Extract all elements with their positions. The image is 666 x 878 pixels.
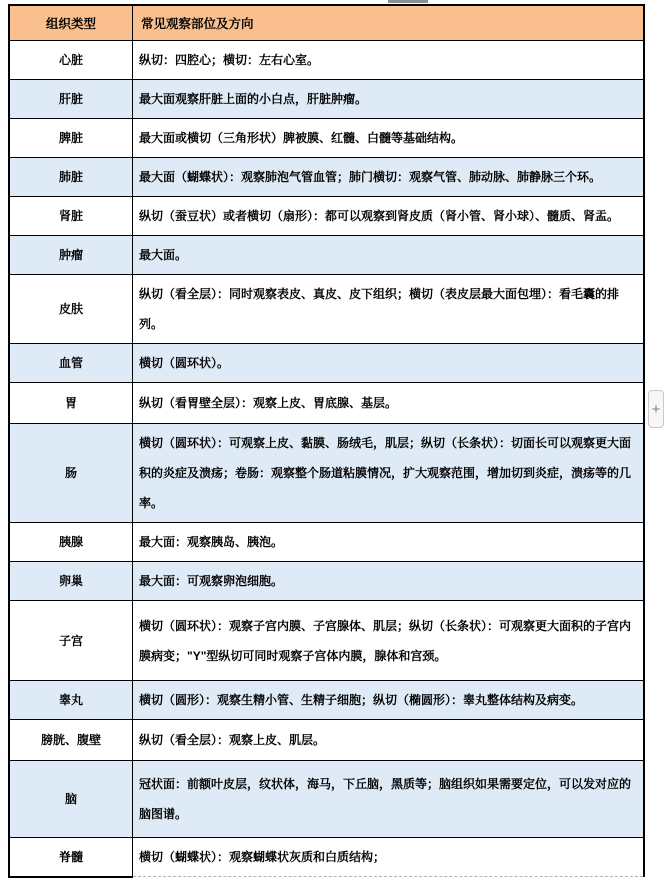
observation-desc-cell: 横切（蝴蝶状）：观察蝴蝶状灰质和白质结构； bbox=[133, 838, 645, 877]
observation-desc-cell: 横切（圆环状）：观察子宫内膜、子宫腺体、肌层；纵切（长条状）：可观察更大面积的子宫内膜病变；"Y"型纵切可同时观察子宫体内膜，腺体和宫颈。 bbox=[133, 601, 645, 681]
header-observation: 常见观察部位及方向 bbox=[133, 5, 645, 41]
tissue-type-cell: 睾丸 bbox=[9, 681, 133, 720]
observation-desc-cell: 最大面（蝴蝶状）：观察肺泡气管血管；肺门横切：观察气管、肺动脉、肺静脉三个环。 bbox=[133, 158, 645, 197]
tissue-type-cell: 皮肤 bbox=[9, 275, 133, 344]
observation-desc-cell: 横切（圆形）：观察生精小管、生精子细胞；纵切（椭圆形）：睾丸整体结构及病变。 bbox=[133, 681, 645, 720]
tissue-type-cell: 脾脏 bbox=[9, 119, 133, 158]
observation-desc-cell: 横切（圆环状）：可观察上皮、黏膜、肠绒毛，肌层；纵切（长条状）：切面长可以观察更大面积的炎症及溃疡；卷肠：观察整个肠道粘膜情况，扩大观察范围，增加切到炎症，溃疡等的几率。 bbox=[133, 424, 645, 523]
observation-desc-cell: 最大面：观察胰岛、胰泡。 bbox=[133, 523, 645, 562]
table-row bbox=[9, 275, 644, 344]
tissue-type-cell: 肠 bbox=[9, 424, 133, 523]
observation-desc-cell: 纵切（看全层）：同时观察表皮、真皮、皮下组织；横切（表皮层最大面包埋）：看毛囊的排列。 bbox=[133, 275, 645, 344]
table-row bbox=[9, 720, 644, 761]
observation-desc-cell: 最大面观察肝脏上面的小白点，肝脏肿瘤。 bbox=[133, 80, 645, 119]
table-row bbox=[9, 424, 644, 523]
table-row bbox=[9, 344, 644, 383]
table-body bbox=[9, 41, 644, 877]
observation-desc-cell: 纵切（看全层）：观察上皮、肌层。 bbox=[133, 720, 645, 761]
observation-desc-cell: 纵切（蚕豆状）或者横切（扇形）：都可以观察到肾皮质（肾小管、肾小球）、髓质、肾盂。 bbox=[133, 197, 645, 236]
tissue-type-cell: 卵巢 bbox=[9, 562, 133, 601]
table-row bbox=[9, 838, 644, 877]
tissue-observation-table bbox=[8, 4, 645, 878]
tissue-type-cell: 血管 bbox=[9, 344, 133, 383]
observation-desc-cell: 最大面。 bbox=[133, 236, 645, 275]
table-row bbox=[9, 601, 644, 681]
tissue-type-cell: 心脏 bbox=[9, 41, 133, 80]
table-row bbox=[9, 158, 644, 197]
observation-desc-cell: 纵切（看胃壁全层）：观察上皮、胃底腺、基层。 bbox=[133, 383, 645, 424]
table-row bbox=[9, 562, 644, 601]
tissue-type-cell: 子宫 bbox=[9, 601, 133, 681]
table-row bbox=[9, 523, 644, 562]
table-row bbox=[9, 119, 644, 158]
header-row bbox=[9, 5, 644, 41]
scrollbar-remnant bbox=[388, 0, 428, 3]
tissue-type-cell: 肝脏 bbox=[9, 80, 133, 119]
table-header bbox=[9, 5, 644, 41]
table-row bbox=[9, 41, 644, 80]
tissue-type-cell: 胰腺 bbox=[9, 523, 133, 562]
table-row bbox=[9, 383, 644, 424]
table-row bbox=[9, 236, 644, 275]
observation-desc-cell: 横切（圆环状）。 bbox=[133, 344, 645, 383]
tissue-type-cell: 脑 bbox=[9, 761, 133, 838]
table-row bbox=[9, 80, 644, 119]
tissue-type-cell: 肺脏 bbox=[9, 158, 133, 197]
tissue-type-cell: 脊髓 bbox=[9, 838, 133, 877]
observation-desc-cell: 冠状面：前额叶皮层，纹状体，海马，下丘脑，黑质等；脑组织如果需要定位，可以发对应的脑图谱。 bbox=[133, 761, 645, 838]
document-table-area bbox=[8, 4, 645, 878]
observation-desc-cell: 最大面或横切（三角形状）脾被膜、红髓、白髓等基础结构。 bbox=[133, 119, 645, 158]
observation-desc-cell: 纵切：四腔心；横切：左右心室。 bbox=[133, 41, 645, 80]
table-row bbox=[9, 761, 644, 838]
tissue-type-cell: 膀胱、腹壁 bbox=[9, 720, 133, 761]
header-tissue-type: 组织类型 bbox=[9, 5, 133, 41]
tissue-type-cell: 肿瘤 bbox=[9, 236, 133, 275]
tissue-type-cell: 胃 bbox=[9, 383, 133, 424]
tissue-type-cell: 肾脏 bbox=[9, 197, 133, 236]
table-row bbox=[9, 197, 644, 236]
observation-desc-cell: 最大面：可观察卵泡细胞。 bbox=[133, 562, 645, 601]
table-row bbox=[9, 681, 644, 720]
add-row-button[interactable]: + bbox=[648, 390, 664, 428]
